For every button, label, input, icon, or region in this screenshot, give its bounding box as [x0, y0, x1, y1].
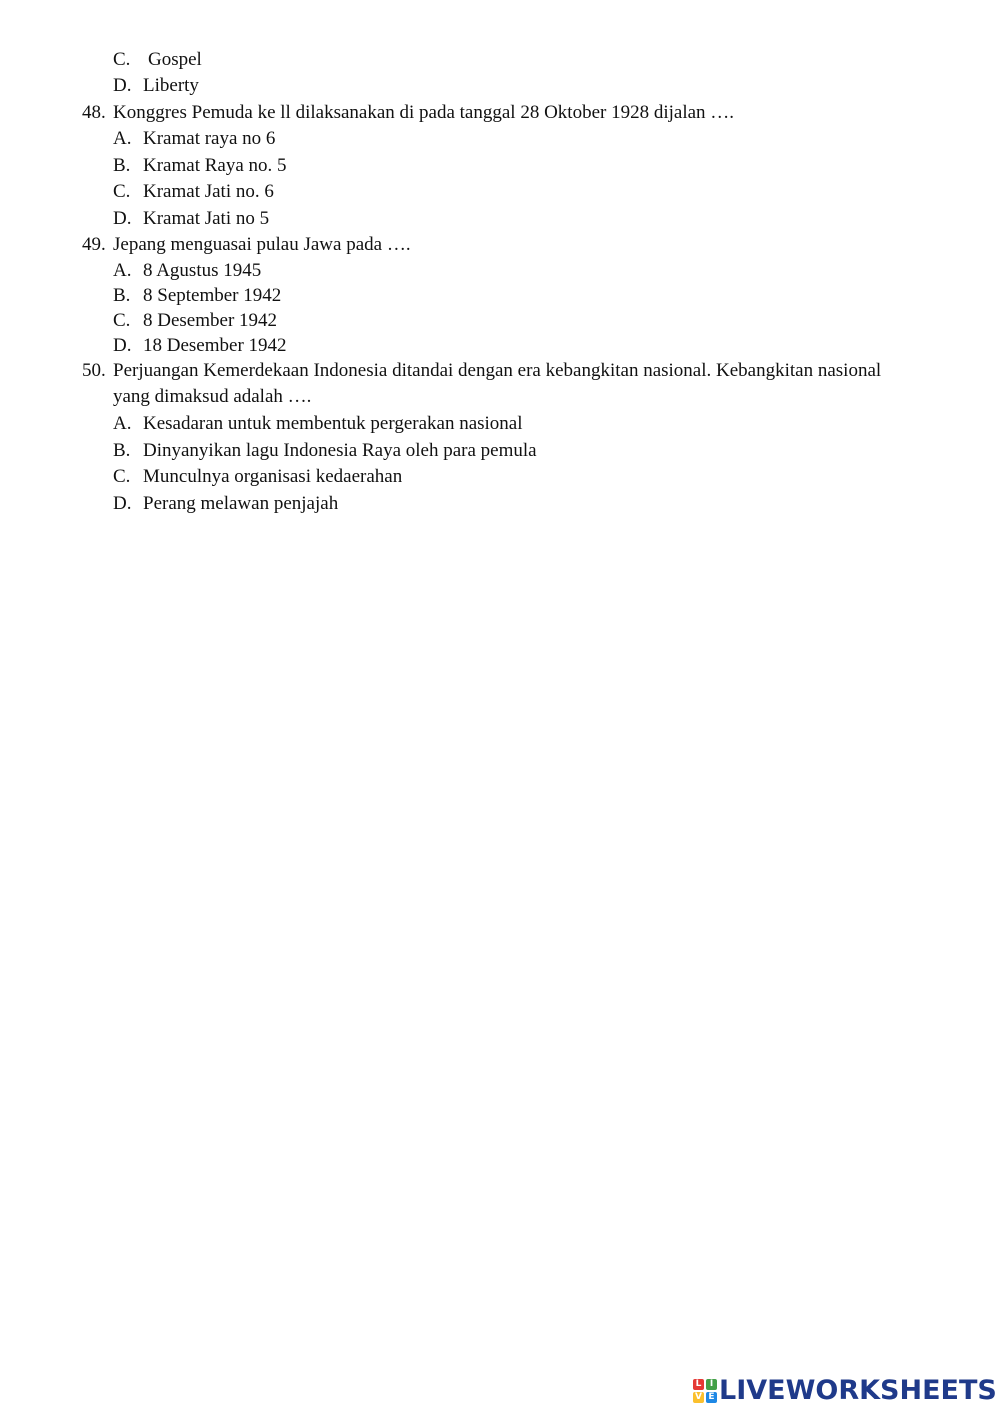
question-number: 48.	[82, 102, 106, 123]
option-letter: D.	[113, 493, 132, 514]
option-text: Liberty	[143, 75, 199, 96]
option-text: Munculnya organisasi kedaerahan	[143, 466, 403, 487]
logo-mark-l: L	[693, 1379, 704, 1390]
option-letter: D.	[113, 208, 132, 229]
option-text: 8 September 1942	[143, 285, 282, 306]
question-text: yang dimaksud adalah ….	[113, 386, 312, 407]
question-text: Jepang menguasai pulau Jawa pada ….	[113, 234, 411, 255]
option-letter: C.	[113, 466, 131, 487]
option-letter: A.	[113, 413, 132, 434]
logo-mark-e: E	[706, 1392, 717, 1403]
option-text: 8 Desember 1942	[143, 310, 278, 331]
option-text: 18 Desember 1942	[143, 335, 287, 356]
question-text: Konggres Pemuda ke ll dilaksanakan di pada tanggal 28 Oktober 1928 dijalan ….	[113, 102, 735, 123]
option-letter: D.	[113, 335, 132, 356]
option-text: Kramat Raya no. 5	[143, 155, 287, 176]
option-text: Kramat Jati no 5	[143, 208, 270, 229]
option-letter: B.	[113, 440, 131, 461]
option-text: Kramat Jati no. 6	[143, 181, 274, 202]
option-letter: D.	[113, 75, 132, 96]
option-text: 8 Agustus 1945	[143, 260, 262, 281]
liveworksheets-logo-icon	[693, 1379, 717, 1403]
option-letter: A.	[113, 260, 132, 281]
liveworksheets-logo[interactable]	[693, 1376, 997, 1406]
question-number: 50.	[82, 360, 106, 381]
option-text: Perang melawan penjajah	[143, 493, 339, 514]
option-letter: C.	[113, 310, 131, 331]
option-letter: B.	[113, 155, 131, 176]
question-text: Perjuangan Kemerdekaan Indonesia ditandai dengan era kebangkitan nasional. Kebangkitan nasional	[113, 360, 882, 381]
option-text: Gospel	[148, 49, 202, 70]
question-number: 49.	[82, 234, 106, 255]
option-text: Kramat raya no 6	[143, 128, 276, 149]
logo-mark-v: V	[693, 1392, 704, 1403]
option-letter: A.	[113, 128, 132, 149]
option-letter: C.	[113, 49, 131, 70]
option-text: Kesadaran untuk membentuk pergerakan nasional	[143, 413, 523, 434]
logo-mark-i: I	[706, 1379, 717, 1390]
logo-text: LIVEWORKSHEETS	[719, 1375, 997, 1406]
option-text: Dinyanyikan lagu Indonesia Raya oleh para pemula	[143, 440, 537, 461]
option-letter: C.	[113, 181, 131, 202]
option-letter: B.	[113, 285, 131, 306]
